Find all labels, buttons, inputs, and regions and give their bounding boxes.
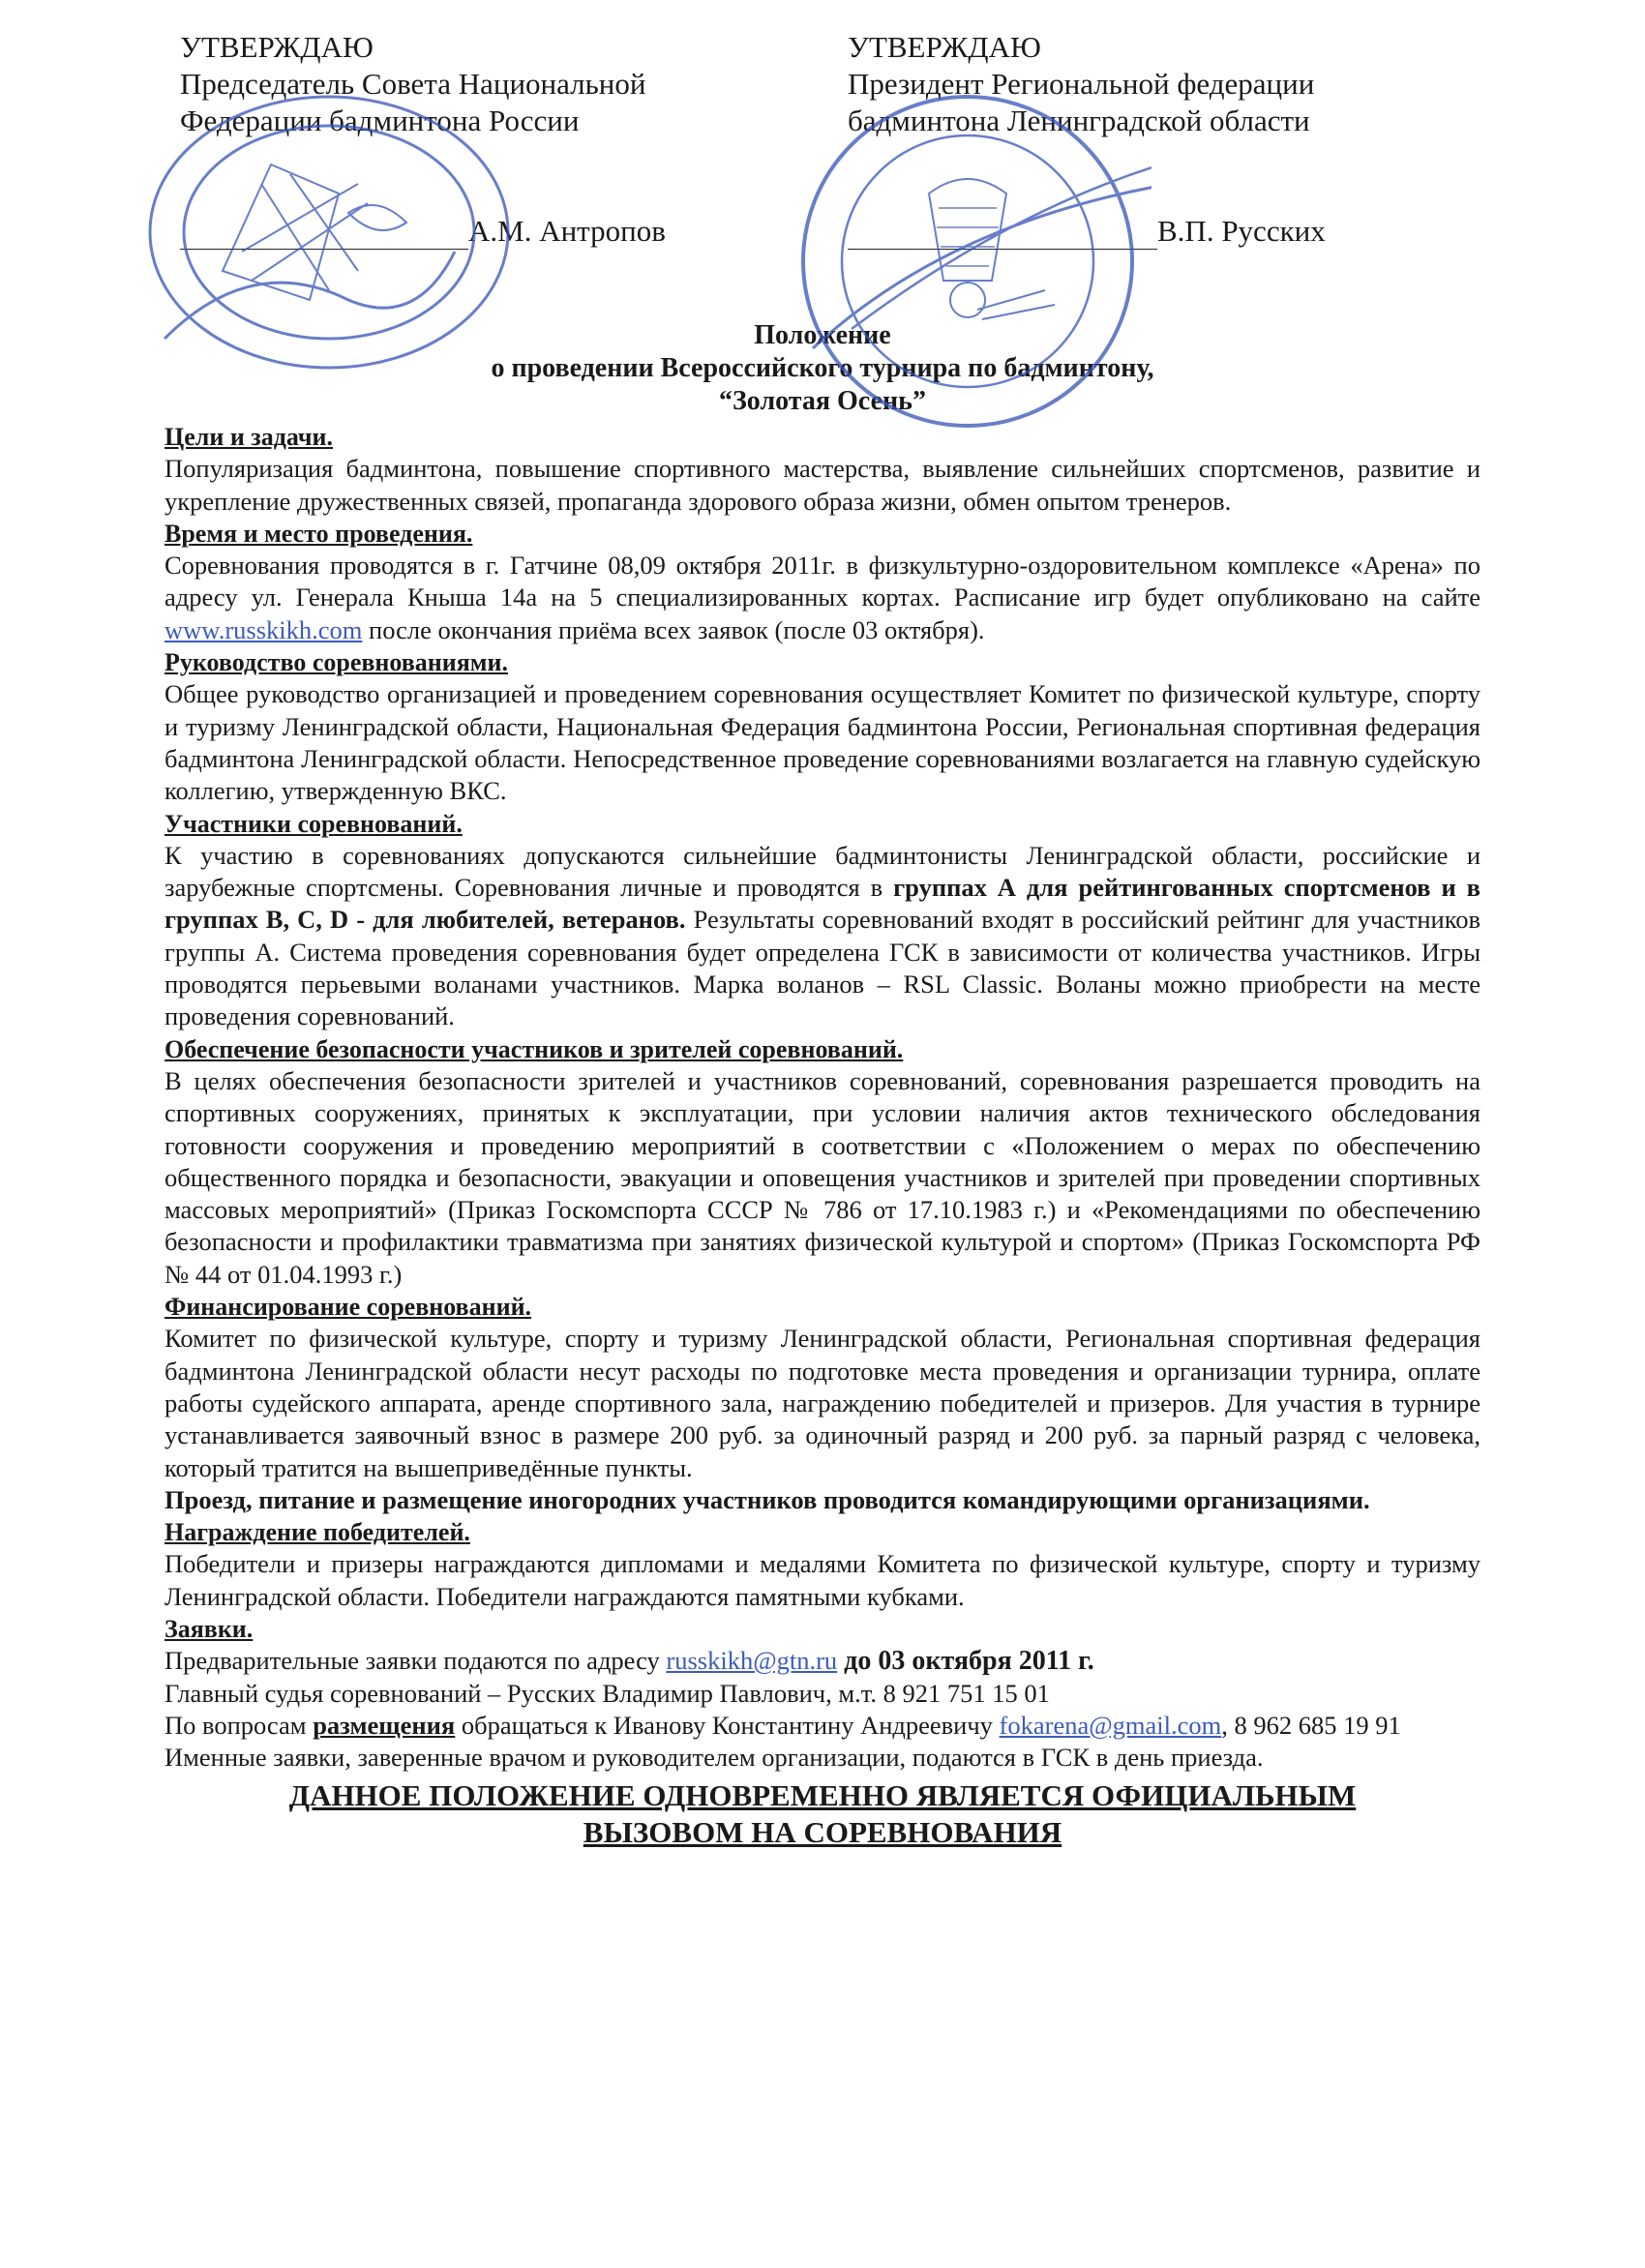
- applications-line2: Главный судья соревнований – Русских Владимир Павлович, м.т. 8 921 751 15 01: [164, 1678, 1050, 1708]
- heading-applications: Заявки.: [164, 1614, 254, 1643]
- participants-text2: Результаты соревнований входят в российский рейтинг для участников группы А. Система проведения соревнования будет определена ГСК в зависимости от количества участников. Игры проводятся перьевыми воланами участников. Марка воланов – RSL Classic. Воланы можно приобрести на месте проведения соревнований.: [164, 905, 1480, 1031]
- signature-blank-right: [848, 220, 1157, 250]
- title-line1: Положение: [754, 320, 891, 350]
- accommodation-bold: размещения: [313, 1710, 456, 1740]
- approver-title-left-line1: Председатель Совета Национальной: [180, 67, 646, 101]
- heading-management: Руководство соревнованиями.: [164, 648, 508, 677]
- signer-name-right: В.П. Русских: [1157, 214, 1326, 248]
- approval-block-right: [848, 29, 1390, 139]
- paragraph-time-place: [164, 550, 1480, 646]
- heading-finance: Финансирование соревнований.: [164, 1293, 532, 1322]
- approve-label-left: УТВЕРЖДАЮ: [180, 30, 374, 64]
- official-call-line1: ДАННОЕ ПОЛОЖЕНИЕ ОДНОВРЕМЕННО ЯВЛЯЕТСЯ ОФИЦИАЛЬНЫМ: [288, 1778, 1357, 1813]
- paragraph-safety: В целях обеспечения безопасности зрителей и участников соревнований, соревнования разрешается проводить на спортивных сооружениях, принятых к эксплуатации, при условии наличия актов технического обследования готовности сооружения и проведению мероприятий в соответствии с «Положением о мерах по обеспечению общественного порядка и безопасности, эвакуации и оповещения участников и зрителей при проведении спортивных массовых мероприятий» (Приказ Госкомспорта СССР № 786 от 17.10.1983 г.) и «Рекомендациями по обеспечению безопасности и профилактики травматизма при занятиях физической культурой и спортом» (Приказ Госкомспорта РФ № 44 от 01.04.1993 г.): [164, 1065, 1480, 1289]
- signature-blank-left: [180, 220, 468, 250]
- title-line2: о проведении Всероссийского турнира по бадминтону,: [491, 353, 1154, 383]
- paragraph-finance: Комитет по физической культуре, спорту и туризму Ленинградской области, Региональная спортивная федерация бадминтона Ленинградской области несут расходы по подготовке места проведения и организации турнира, оплате работы судейского аппарата, аренде спортивного зала, награждению победителей и призеров. Для участия в турнире устанавливается заявочный взнос в размере 200 руб. за одиночный разряд и 200 руб. за парный разряд с человека, который тратится на вышеприведённые пункты.: [164, 1324, 1480, 1482]
- official-call-line2: ВЫЗОВОМ НА СОРЕВНОВАНИЯ: [583, 1815, 1062, 1850]
- signature-line-left: [180, 213, 693, 250]
- applications-deadline-bold: до 03 октября 2011 г.: [837, 1646, 1094, 1677]
- heading-awards: Награждение победителей.: [164, 1518, 470, 1547]
- applications-line3-text2: обращаться к Иванову Константину Андреевичу: [455, 1710, 1000, 1740]
- paragraph-goals: Популяризация бадминтона, повышение спортивного мастерства, выявление сильнейших спортсменов, развитие и укрепление дружественных связей, пропаганда здорового образа жизни, обмен опытом тренеров.: [164, 454, 1480, 516]
- applications-line1-text: Предварительные заявки подаются по адресу: [164, 1646, 667, 1676]
- document-body: [164, 421, 1480, 1851]
- heading-participants: Участники соревнований.: [164, 809, 463, 838]
- participants-text1: К участию в соревнованиях допускаются сильнейшие бадминтонисты Ленинградской области, российские и зарубежные спортсмены. Соревнования личные и проводятся в: [164, 840, 1480, 903]
- document-title: [155, 319, 1490, 418]
- applications-line4: Именные заявки, заверенные врачом и руководителем организации, подаются в ГСК в день приезда.: [164, 1743, 1264, 1773]
- time-place-text1: Соревнования проводятся в г. Гатчине 08,09 октября 2011г. в физкультурно-оздоровительном комплексе «Арена» по адресу ул. Генерала Кныша 14а на 5 специализированных кортах. Расписание игр будет опубликовано на сайте: [164, 551, 1480, 612]
- title-line3: “Золотая Осень”: [719, 386, 926, 416]
- approve-label-right: УТВЕРЖДАЮ: [848, 30, 1041, 64]
- time-place-text2: после окончания приёма всех заявок (после 03 октября).: [362, 614, 985, 644]
- heading-safety: Обеспечение безопасности участников и зрителей соревнований.: [164, 1034, 904, 1063]
- signer-name-left: А.М. Антропов: [468, 214, 666, 248]
- participants-groups-bold: группах А для рейтингованных спортсменов и в группах B, C, D - для любителей, ветеранов.: [164, 873, 1480, 935]
- applications-line3-text3: , 8 962 685 19 91: [1221, 1710, 1401, 1740]
- paragraph-participants: [164, 840, 1480, 1033]
- approver-title-right-line1: Президент Региональной федерации: [848, 67, 1315, 101]
- applications-line1: [164, 1645, 1480, 1677]
- paragraph-management: Общее руководство организацией и проведением соревнования осуществляет Комитет по физической культуре, спорту и туризму Ленинградской области, Национальная Федерация бадминтона России, Региональная спортивная федерация бадминтона Ленинградской области. Непосредственное проведение соревнованиями возлагается на главную судейскую коллегию, утвержденную ВКС.: [164, 679, 1480, 806]
- applications-line3-text1: По вопросам: [164, 1710, 314, 1740]
- email-link-fokarena[interactable]: fokarena@gmail.com: [999, 1710, 1222, 1740]
- applications-line3: [164, 1710, 1480, 1742]
- approver-title-left-line2: Федерации бадминтона России: [180, 104, 580, 137]
- official-call-notice: [164, 1777, 1480, 1851]
- paragraph-awards: Победители и призеры награждаются дипломами и медалями Комитета по физической культуре, спорту и туризму Ленинградской области. Победители награждаются памятными кубками.: [164, 1549, 1480, 1611]
- email-link-russkikh[interactable]: russkikh@gtn.ru: [666, 1646, 838, 1676]
- signature-line-right: [848, 213, 1346, 250]
- heading-time-place: Время и место проведения.: [164, 519, 473, 548]
- approval-block-left: [180, 29, 722, 139]
- website-link[interactable]: www.russkikh.com: [164, 614, 363, 644]
- paragraph-finance-bold: Проезд, питание и размещение иногородних участников проводится командирующими организациями.: [164, 1484, 1370, 1514]
- heading-goals: Цели и задачи.: [164, 423, 334, 451]
- approver-title-right-line2: бадминтона Ленинградской области: [848, 104, 1310, 137]
